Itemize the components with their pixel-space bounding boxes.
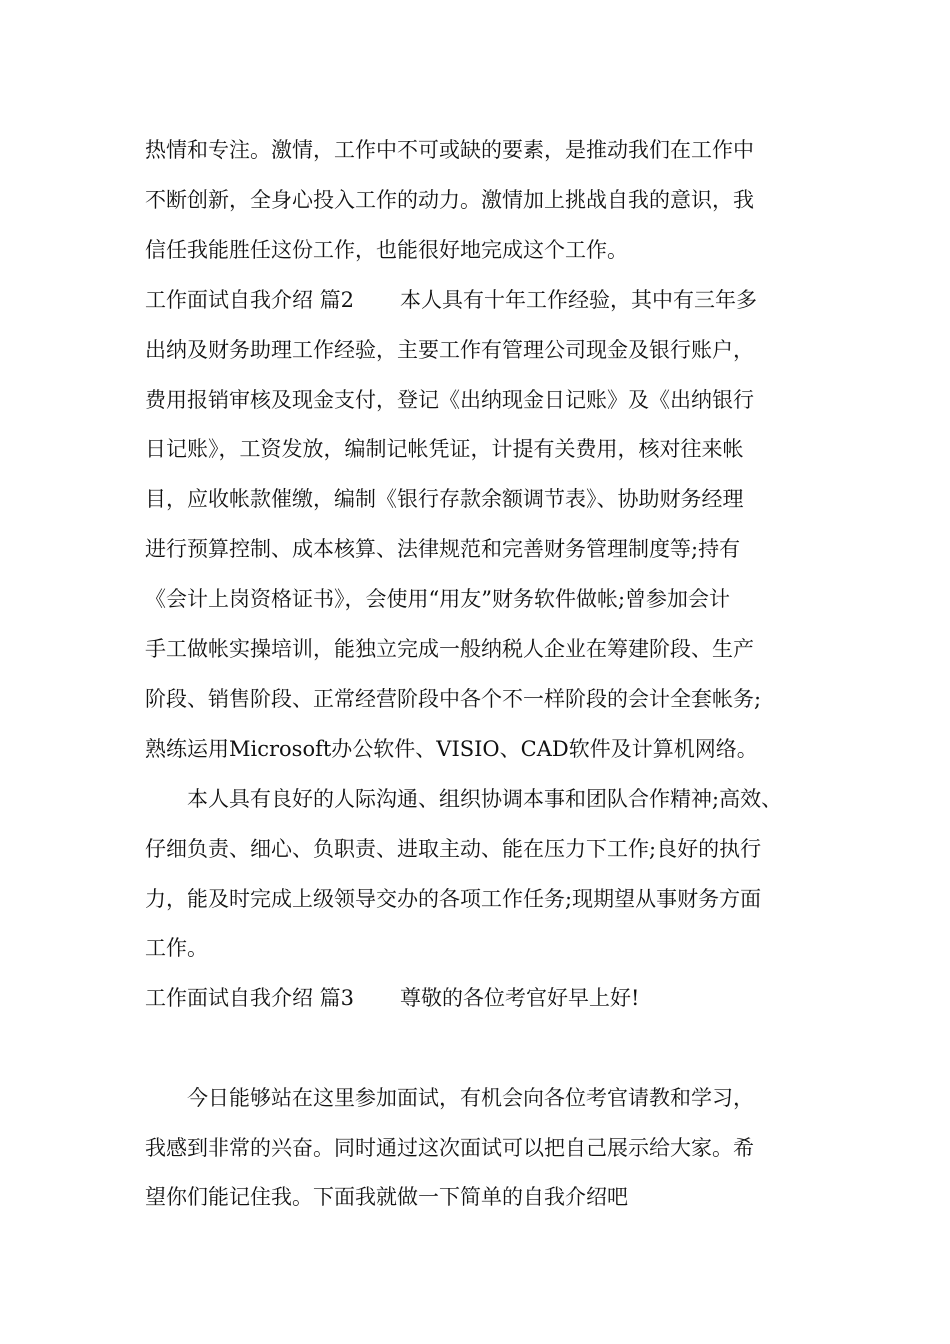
section-3-heading: 工作面试自我介绍 篇3 [145, 986, 355, 1010]
paragraph-line: 进行预算控制、成本核算、法律规范和完善财务管理制度等;持有 [145, 537, 741, 561]
section-2-text: 本人具有十年工作经验，其中有三年多 [400, 288, 758, 312]
paragraph-line: 出纳及财务助理工作经验，主要工作有管理公司现金及银行账户， [145, 338, 754, 362]
section-2-line [145, 287, 757, 313]
paragraph-line: 我感到非常的兴奋。同时通过这次面试可以把自己展示给大家。希 [145, 1136, 754, 1160]
paragraph-line: 望你们能记住我。下面我就做一下简单的自我介绍吧 [145, 1185, 628, 1209]
section-3-line [145, 985, 640, 1011]
paragraph-line: 力，能及时完成上级领导交办的各项工作任务;现期望从事财务方面 [145, 887, 762, 911]
paragraph-line: 手工做帐实操培训，能独立完成一般纳税人企业在筹建阶段、生产 [145, 637, 754, 661]
paragraph-line: 不断创新，全身心投入工作的动力。激情加上挑战自我的意识，我 [145, 188, 754, 212]
paragraph-line: 阶段、销售阶段、正常经营阶段中各个不一样阶段的会计全套帐务; [145, 687, 762, 711]
paragraph-line: 目，应收帐款催缴，编制《银行存款余额调节表》、协助财务经理 [145, 487, 744, 511]
paragraph-line: 熟练运用Microsoft办公软件、VISIO、CAD软件及计算机网络。 [145, 737, 758, 761]
paragraph-line: 热情和专注。激情，工作中不可或缺的要素，是推动我们在工作中 [145, 138, 754, 162]
paragraph-line: 今日能够站在这里参加面试，有机会向各位考官请教和学习， [187, 1086, 754, 1110]
paragraph-line: 仔细负责、细心、负职责、进取主动、能在压力下工作;良好的执行 [145, 837, 762, 861]
paragraph-line: 《会计上岗资格证书》，会使用“用友”财务软件做帐;曾参加会计 [145, 587, 731, 611]
paragraph-line: 费用报销审核及现金支付，登记《出纳现金日记账》及《出纳银行 [145, 388, 754, 412]
paragraph-line: 信任我能胜任这份工作，也能很好地完成这个工作。 [145, 238, 628, 262]
paragraph-line: 日记账》，工资发放，编制记帐凭证，计提有关费用，核对往来帐 [145, 437, 744, 461]
section-2-heading: 工作面试自我介绍 篇2 [145, 288, 355, 312]
paragraph-line: 本人具有良好的人际沟通、组织协调本事和团队合作精神;高效、 [187, 787, 783, 811]
paragraph-line: 工作。 [145, 936, 208, 960]
section-3-text: 尊敬的各位考官好早上好! [400, 986, 640, 1010]
